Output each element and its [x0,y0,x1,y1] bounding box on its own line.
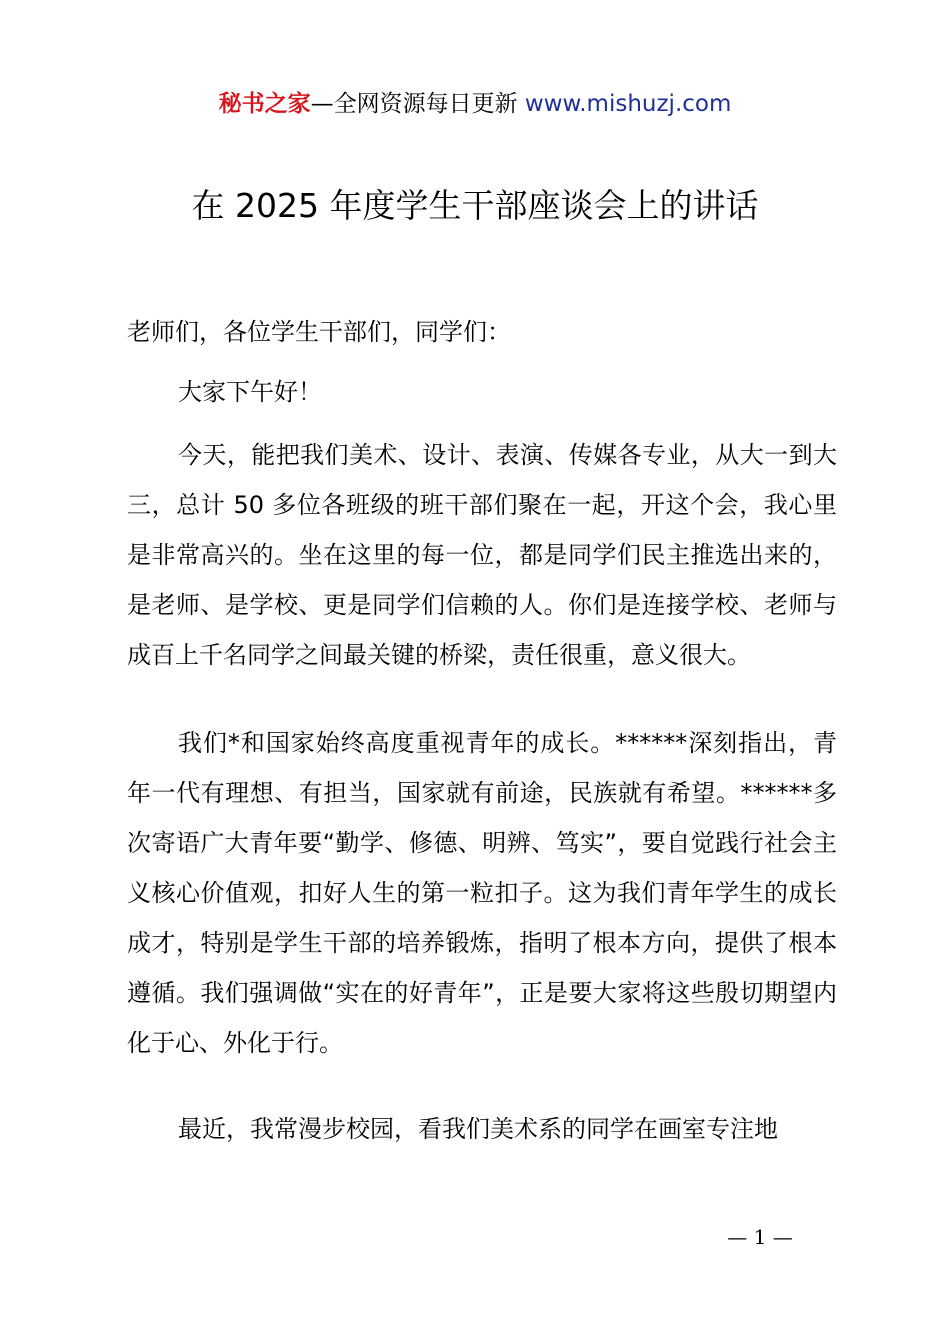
site-url-link[interactable]: www.mishuzj.com [524,91,732,117]
header-dash: — [310,91,334,117]
paragraph-greeting: 大家下午好！ [178,378,322,406]
page-number: — 1 — [727,1225,793,1249]
speech-salutation: 老师们，各位学生干部们，同学们： [127,318,511,346]
paragraph-youth-guidance: 我们*和国家始终高度重视青年的成长。******深刻指出，青年一代有理想、有担当，国家就有前途，民族就有希望。******多次寄语广大青年要“勤学、修德、明辨、笃实”，要自觉践行社会主义核心价值观，扣好人生的第一粒扣子。这为我们青年学生的成长成才，特别是学生干部的培养锻炼，指明了根本方向，提供了根本遵循。我们强调做“实在的好青年”，正是要大家将这些殷切期望内化于心、外化于行。 [127,729,837,1057]
document-title: 在 2025 年度学生干部座谈会上的讲话 [191,186,759,225]
site-header-banner [0,86,950,122]
paragraph-opening: 今天，能把我们美术、设计、表演、传媒各专业，从大一到大三，总计 50 多位各班级的班干部们聚在一起，开这个会，我心里是非常高兴的。坐在这里的每一位，都是同学们民主推选出来的，是老师、是学校、更是同学们信赖的人。你们是连接学校、老师与成百上千名同学之间最关键的桥梁，责任很重，意义很大。 [127,441,837,669]
site-brand-name: 秘书之家 [218,91,311,117]
site-tagline: 全网资源每日更新 [333,91,525,117]
paragraph-campus-walk: 最近，我常漫步校园，看我们美术系的同学在画室专注地 [178,1115,778,1143]
